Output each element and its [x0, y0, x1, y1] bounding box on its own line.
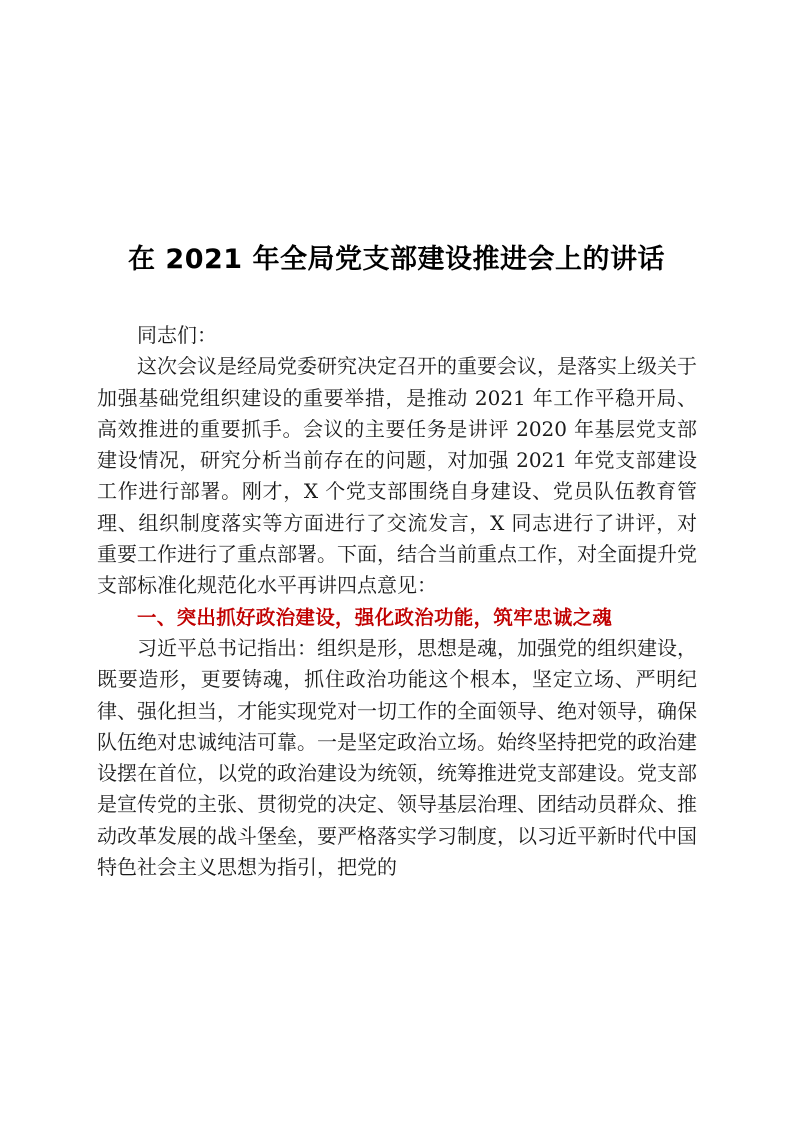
intro-paragraph: 这次会议是经局党委研究决定召开的重要会议，是落实上级关于加强基础党组织建设的重要举措，是推动 2021 年工作平稳开局、高效推进的重要抓手。会议的主要任务是讲评 2020 年基层党支部建设情况，研究分析当前存在的问题，对加强 2021 年党支部建设工作进行部署。刚才，X 个党支部围绕自身建设、党员队伍教育管理、组织制度落实等方面进行了交流发言，X 同志进行了讲评，对重要工作进行了重点部署。下面，结合当前重点工作，对全面提升党支部标准化规范化水平再讲四点意见：: [97, 354, 697, 598]
section-heading-1: 一、突出抓好政治建设，强化政治功能，筑牢忠诚之魂: [137, 605, 613, 629]
section-1-paragraph: 习近平总书记指出：组织是形，思想是魂，加强党的组织建设，既要造形，更要铸魂，抓住政治功能这个根本，坚定立场、严明纪律、强化担当，才能实现党对一切工作的全面领导、绝对领导，确保队伍绝对忠诚纯洁可靠。一是坚定政治立场。始终坚持把党的政治建设摆在首位，以党的政治建设为统领，统筹推进党支部建设。党支部是宣传党的主张、贯彻党的决定、领导基层治理、团结动员群众、推动改革发展的战斗堡垒，要严格落实学习制度，以习近平新时代中国特色社会主义思想为指引，把党的: [97, 635, 697, 880]
salutation: 同志们：: [137, 323, 217, 347]
document-title: 在 2021 年全局党支部建设推进会上的讲话: [128, 244, 665, 275]
document-body: [97, 320, 697, 883]
